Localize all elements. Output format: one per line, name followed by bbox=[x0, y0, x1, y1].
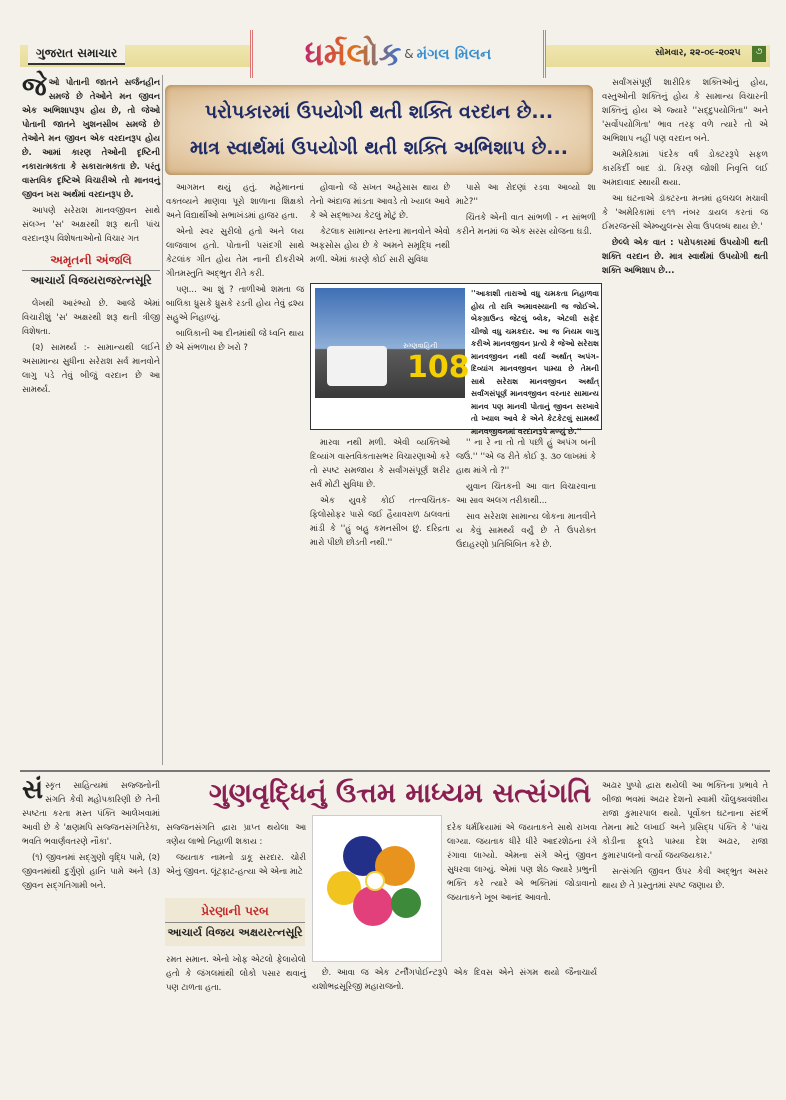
badge-text: રુગ્ણવાહિની bbox=[403, 342, 438, 350]
bottom-headline: ગુણવૃદ્ધિનું ઉત્તમ માધ્યમ સત્સંગતિ bbox=[208, 778, 592, 809]
paragraph: (૨) સામર્થ્ય :- સામાન્યથી લઈને અસામાન્ય સુધીના સરેરાશ સર્વ માનવોને લાગુ પડે તેવું બીજું વરદાન છે આ સામર્થ્ય. bbox=[22, 342, 160, 394]
section-title: પ્રેરણાની પરબ bbox=[165, 898, 305, 923]
top-column-3 bbox=[310, 180, 450, 268]
top-column-2 bbox=[166, 180, 304, 356]
dropcap: સં bbox=[22, 775, 44, 805]
ambulance-photo bbox=[315, 288, 470, 398]
paragraph: ઓ પોતાની જાતને સર્જનહીન સમજે છે તેઓને મન જીવન એક અભિશાપરૂપ હોય છે, તો જેઓ પોતાની જાતને ખુશનસીબ સમજે છે તેઓને મન જીવન એક વરદાનરૂપ હોય છે. આમાં કારણ તેઓની દૃષ્ટિની નકારાત્મકતા કે સકારાત્મકતા છે. પરંતુ વાસ્તવિક દૃષ્ટિએ વિચારીએ તો માનવનું જીવન ખરા અર્થમાં વરદાનરૂપ છે. bbox=[22, 77, 160, 199]
headline-banner bbox=[165, 85, 593, 175]
paragraph: આગમન થયું હતું. મહેમાનનાં વક્તવ્યને માણવા પૂરો શાળાના શિક્ષકો અને વિદ્યાર્થીઓ સભાખંડમાં હાજર હતા. bbox=[166, 182, 304, 220]
section-author: આચાર્ય વિજયરાજરત્નસૂરિ bbox=[30, 274, 152, 287]
issue-date: સોમવાર, ૨૨-૦૯-૨૦૨૫ bbox=[655, 48, 741, 58]
paragraph: પણ... આ શું ? તાળીઓ શમતા જ બાલિકા ધ્રુસકે ધ્રુસકે રડતી હોય તેવું દ્રશ્ય સહુએ નિહાળ્યું. bbox=[166, 284, 304, 322]
ambulance-quote-box bbox=[310, 283, 602, 436]
paragraph: સત્સંગતિ જીવન ઉપર કેવી અદ્ભુત અસર થાય છે તે પ્રસ્તુતમાં સ્પષ્ટ જણાય છે. bbox=[602, 866, 768, 890]
top-column-3-lower bbox=[310, 435, 450, 551]
bottom-column-3-lower bbox=[312, 965, 597, 995]
section-author: આચાર્ય વિજય અક્ષયરત્નસૂરિ bbox=[167, 926, 303, 939]
paragraph: '' ના રે ના તો તો પછી હું અપંગ બની જઉં.'' ''એ જ રીતે કોઈ રૂ. ૩૦ લાખમાં કે હાથ માંગે તો ?'' bbox=[456, 437, 596, 475]
flower-bouquet-image bbox=[312, 815, 442, 962]
paragraph: એક યુવકે કોઈ તત્ત્વચિંતક-ફિલોસોફર પાસે જઈ હૈયાવરાળ ઠાલવતાં માંડી કે ''હું બહુ કમનસીબ છું. દરિદ્રતા મારો પીછો છોડતી નથી.'' bbox=[310, 495, 450, 547]
dropcap: જે bbox=[22, 72, 47, 102]
paragraph: છેલ્લે એક વાત : પરોપકારમાં ઉપયોગી થતી શક્તિ વરદાન છે. માત્ર સ્વાર્થમાં ઉપયોગી થતી શક્તિ અભિશાપ છે... bbox=[602, 237, 768, 275]
badge-number: 108 bbox=[407, 350, 470, 385]
paragraph: બાલિકાની આ દીનમાંથી જે ધ્વનિ થાય છે એ સંભળાય છે ખરો ? bbox=[166, 328, 304, 352]
paragraph: યુવાન ચિંતકની આ વાત વિચારવાના આ સાવ અલગ તરીકાથી... bbox=[456, 481, 596, 505]
paragraph: સર્વાંગસંપૂર્ણ શારીરિક શક્તિઓનું હોય, વસ્તુઓની શક્તિનું હોય કે સામાન્ય વિચારની શક્તિનું હોય એ જ્યારે ''સદ્દુપયોગિતા'' અને 'સર્વોપયોગિતા' ભાવ તરફ વળે ત્યારે તો એ અભિશાપ નહીં પણ વરદાન બને. bbox=[602, 77, 768, 143]
bottom-column-1 bbox=[22, 775, 160, 894]
section-logo bbox=[250, 30, 546, 78]
paragraph: હોવાનો જે સખત અહેસાસ થાય છે તેનો અંદાજ માંડતા આવડે તો ખ્યાલ આવે કે એ સદ્ભાગ્ય કેટલું મોટું છે. bbox=[310, 182, 450, 220]
column-section-header bbox=[22, 253, 160, 288]
paragraph: પાસે આ રોદણાં રડવા આવ્યો શા માટે?'' bbox=[456, 182, 596, 206]
paper-name: ગુજરાત સમાચાર bbox=[28, 44, 125, 65]
bottom-column-3 bbox=[447, 820, 597, 906]
top-column-4-lower bbox=[456, 435, 596, 553]
paragraph: કેટલાક સામાન્ય સ્તરના માનવોને એવો અફસોસ હોય છે કે અમને સમૃદ્ધિ નથી મળી. એમાં કારણે કોઈ સારી સુવિધા bbox=[310, 226, 450, 264]
column-divider bbox=[162, 75, 163, 765]
section-divider bbox=[20, 770, 770, 772]
paragraph: રમત સમાન. એનો ખોફ એટલો ફેલાયેલો હતો કે જંગલમાંથી લોકો પસાર થવાનું પણ ટાળતા હતા. bbox=[166, 954, 306, 992]
paragraph: અમેરિકામાં પંદરેક વર્ષ ડોક્ટરરૂપે સફળ કારકિર્દી બાદ ડૉ. કિરણ જોશી નિવૃત્તિ લઈ અમદાવાદ સ્થાયી થયા. bbox=[602, 149, 768, 187]
headline-line-2: માત્ર સ્વાર્થમાં ઉપયોગી થતી શક્તિ અભિશાપ છે... bbox=[190, 137, 568, 159]
ambulance-shape bbox=[327, 346, 387, 386]
top-column-5 bbox=[602, 75, 768, 279]
paragraph: દરેક ધર્મક્રિયામાં એ જયતાકને સાથે રાખવા લાગ્યા. જયતાક ધીરે ધીરે આદરશેઠના રંગે રંગાવા લાગ્યો. એમના સંગે એનું જીવન સુધરવા લાગ્યું. એમાં પણ શેઠ જ્યારે પ્રભુની ભક્તિ કરે ત્યારે એ ભક્તિમાં જોડાવાનો જયતાકને ખૂબ આનંદ આવતો. bbox=[447, 822, 597, 902]
paragraph: મારવા નથી મળી. એવી વ્યક્તિઓ દિવ્યાંગ વાસ્તવિકતાસભર વિચારણાઓ કરે તો સ્પષ્ટ સમજાય કે સર્વાંગસંપૂર્ણ શરીર સર્વ મોટી સુવિધા છે. bbox=[310, 437, 450, 489]
paragraph: સ્કૃત સાહિત્યમાં સજ્જનોની સંગતિ કેવી મહોપકારિણી છે તેની સ્પષ્ટતા કરતા મસ્ત પંક્તિ આલેખવામાં આવી છે કે 'ક્ષણમપિ સજ્જનસંગતિરેકા, ભવતિ ભવાર્ણવતરણે નૌકા'. bbox=[22, 780, 160, 846]
pull-quote: ''આકાશી તારાઓ વધુ ચમકતા નિહાળવા હોય તો રાત્રિ અમાવસ્યાની જ જોઈએ. બેકગ્રાઉન્ડ જેટલું બ્લેક, એટલી સફેદ ચીજો વધુ ચમકદાર. આ જ નિયમ લાગુ કરીએ માનવજીવન પ્રત્યે કે જેઓ સરેરાશ માનવજીવન નથી વર્યા અર્થાત્ અપંગ-દિવ્યાંગ માનવજીવન પામ્યા છે તેમની સાથે સરેરાશ માનવજીવન અર્થાત્ સર્વાંગસંપૂર્ણ માનવજીવન વરનાર સામાન્ય માનવ પણ માનવી પોતાનું જીવન સરખાવે તો ખ્યાલ આવે કે એને કેટકેટલું સામર્થ્ય માનવજીવનમાં વરદાનરૂપે મળ્યું છે.'' bbox=[471, 289, 599, 436]
bottom-column-2-lower bbox=[166, 952, 306, 996]
paragraph: છે. આવા જ એક ટર્નીંગપોઈન્ટરૂપે એક દિવસ એને સંગમ થયો જૈનાચાર્ય યશોભદ્રસૂરિજી મહારાજનો. bbox=[312, 967, 597, 991]
paragraph: અઢાર પુષ્પો દ્વારા થયેલી આ ભક્તિના પ્રભાવે તે બીજા ભવમાં અઢાર દેશનો સ્વામી ચૌલુક્યવંશીય રાજા કુમારપાલ થયો. પૂર્વોક્ત ઘટનાના સંદર્ભે તેમના માટે લખાઈ અને પ્રસિદ્ધ પંક્તિ કે 'પાંચ કોડીના ફૂલડે પામ્યા દેશ અઢાર, રાજા કુમારપાલનો વર્ત્યો જયજયકાર.' bbox=[602, 780, 768, 860]
paragraph: આ ઘટનાએ ડૉક્ટરના મનમાં હલચલ મચાવી કે 'અમેરિકામાં ૯૧૧ નંબર ડાયલ કરતાં જ ઈમરજન્સી એમ્બ્યુલન્સ સેવા ઉપલબ્ધ થાય છે.' bbox=[602, 193, 768, 231]
top-column-1 bbox=[22, 72, 160, 398]
section-title: અમૃતની અંજલિ bbox=[22, 253, 160, 271]
top-column-4 bbox=[456, 180, 596, 240]
paragraph: આપણે સરેરાશ માનવજીવન સાથે સંલગ્ન 'સ' અક્ષરથી શરૂ થતી પાંચ વરદાનરૂપ વિશેષતાઓનો વિચાર ગત bbox=[22, 205, 160, 243]
logo-main: ધર્મલોક bbox=[304, 34, 402, 73]
column-section-header bbox=[165, 898, 305, 946]
paragraph: જયતાક નામનો ડાકૂ સરદાર. ચોરી એનું જીવન. લૂંટફાટ-હત્યા એ એના માટે bbox=[166, 852, 306, 876]
logo-amp: & bbox=[404, 47, 414, 61]
paragraph: એનો સ્વર સુરીલો હતો અને લય લાજવાબ હતો. પોતાની પસંદગી સાથે કેટલાંક ગીત હોય તેમ નાની દીકરીએ ગીતમસ્તુતિ અદ્ભુત રીતે કરી. bbox=[166, 226, 304, 278]
bottom-column-4 bbox=[602, 778, 768, 894]
page-number: ૭ bbox=[752, 46, 766, 62]
paragraph: સજ્જનસંગતિ દ્વારા પ્રાપ્ત થયેલા આ ત્રણેય લાભો નિહાળી શકાય : bbox=[166, 822, 306, 846]
logo-sub: મંગલ મિલન bbox=[416, 45, 492, 63]
bottom-column-2 bbox=[166, 820, 306, 880]
headline-line-1: પરોપકારમાં ઉપયોગી થતી શક્તિ વરદાન છે... bbox=[204, 101, 554, 123]
paragraph: લેખથી આરંભ્યો છે. આજે એમાં વિચારીશું 'સ' અક્ષરથી શરૂ થતી ત્રીજી વિશેષતા. bbox=[22, 298, 160, 336]
paragraph: સાવ સરેરાશ સામાન્ય લોકના માનવીને ય કેવું સામર્થ્ય વર્યું છે તે ઉપરોક્ત ઉદાહરણો પ્રતિબિંબિત કરે છે. bbox=[456, 511, 596, 549]
paragraph: ચિંતકે એની વાત સાંભળી - ન સાંભળી કરીને મનમાં જ એક સરસ યોજના ઘડી. bbox=[456, 212, 596, 236]
paragraph: (૧) જીવનમાં સદ્ગુણો વૃદ્ધિ પામે, (૨) જીવનમાંથી દુર્ગુણો હાનિ પામે અને (૩) જીવન સદ્ગતિગામી બને. bbox=[22, 852, 160, 890]
